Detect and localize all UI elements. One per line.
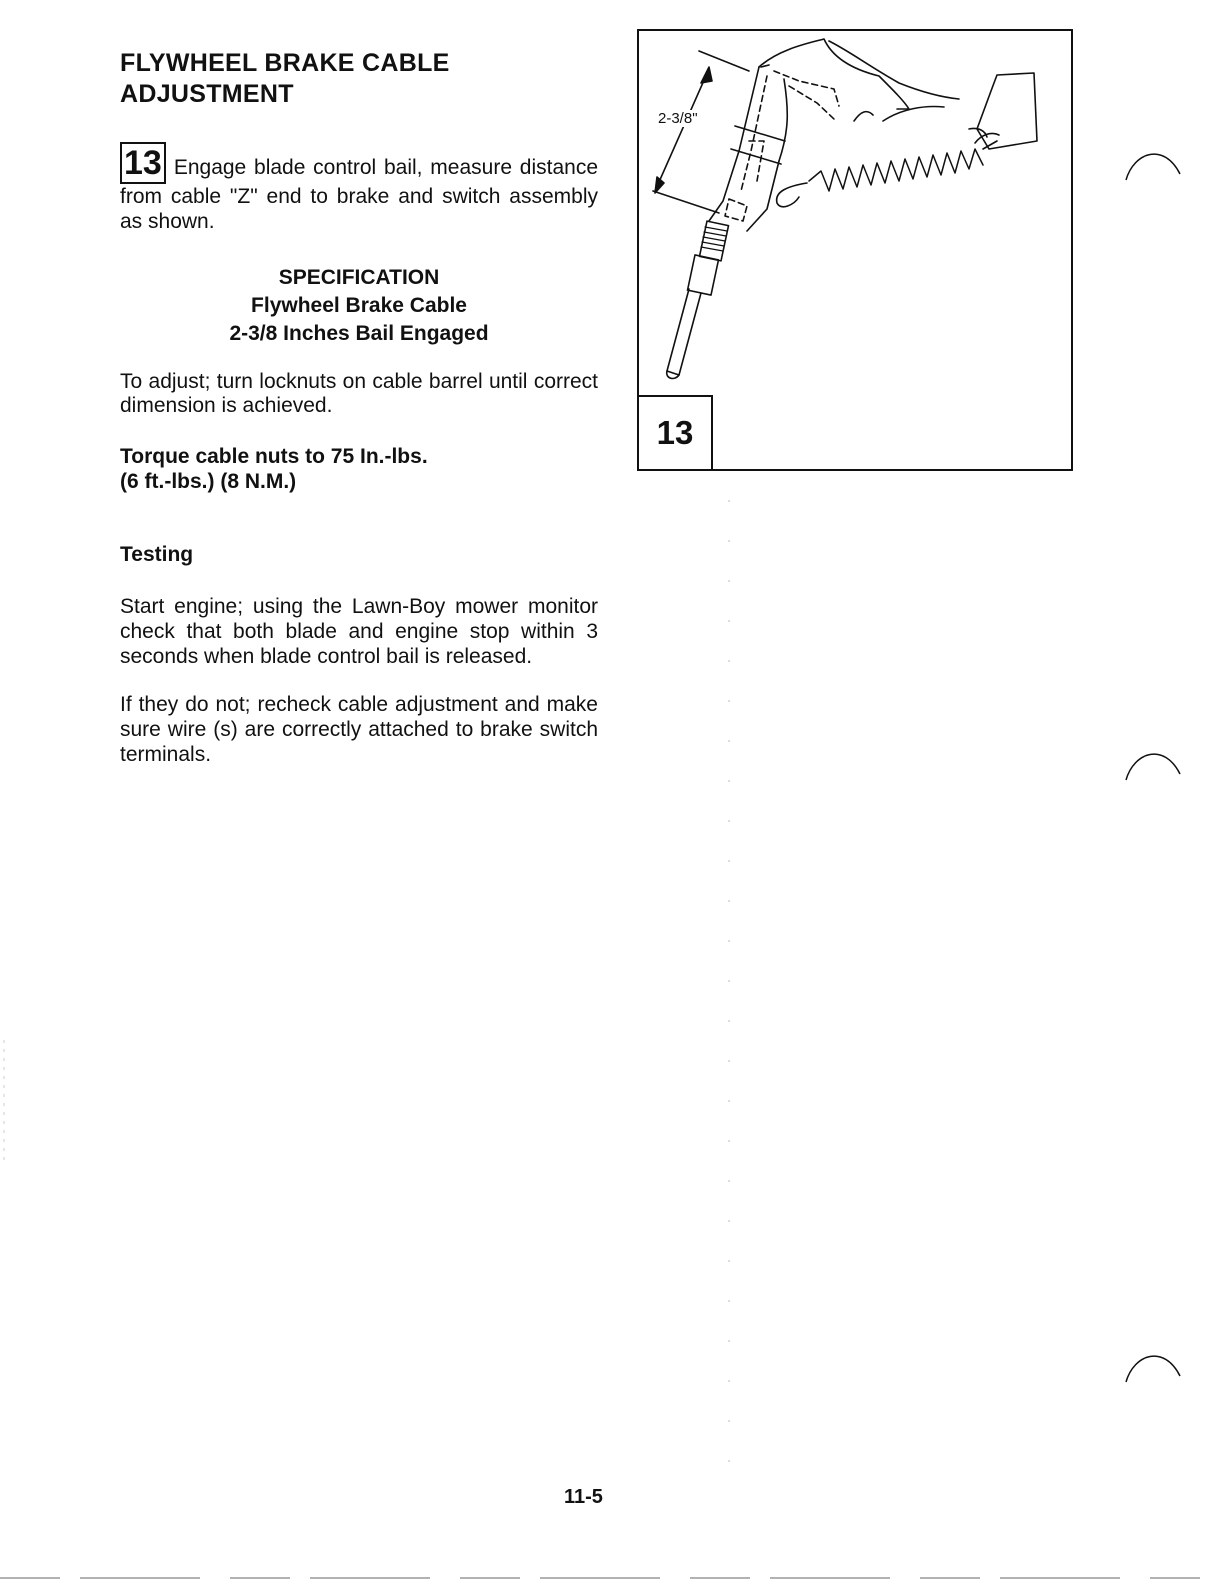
testing-paragraph-1: Start engine; using the Lawn-Boy mower monitor check that both blade and engine stop within 3 seconds when blade control bail is released. bbox=[120, 595, 598, 668]
specification-heading: SPECIFICATION bbox=[278, 266, 440, 289]
step-text: Engage blade control bail, measure distance from cable "Z" end to brake and switch assembly as shown. bbox=[120, 156, 598, 233]
section-title-line1: FLYWHEEL BRAKE CABLE bbox=[120, 49, 450, 77]
figure-number-box: 13 bbox=[639, 395, 713, 469]
section-title-line2: ADJUSTMENT bbox=[120, 80, 294, 108]
torque-line1: Torque cable nuts to 75 In.-lbs. bbox=[120, 445, 428, 468]
step-number-box: 13 bbox=[120, 142, 166, 184]
specification-line2: 2-3/8 Inches Bail Engaged bbox=[229, 322, 489, 345]
specification-line1: Flywheel Brake Cable bbox=[251, 294, 467, 317]
testing-paragraph-2: If they do not; recheck cable adjustment and make sure wire (s) are correctly attached to brake switch terminals. bbox=[120, 693, 598, 766]
page-number: 11-5 bbox=[564, 1486, 603, 1508]
dimension-label: 2-3/8" bbox=[658, 110, 698, 127]
torque-line2: (6 ft.-lbs.) (8 N.M.) bbox=[120, 470, 297, 493]
adjust-paragraph: To adjust; turn locknuts on cable barrel until correct dimension is achieved. bbox=[120, 370, 598, 417]
testing-heading: Testing bbox=[120, 543, 194, 566]
